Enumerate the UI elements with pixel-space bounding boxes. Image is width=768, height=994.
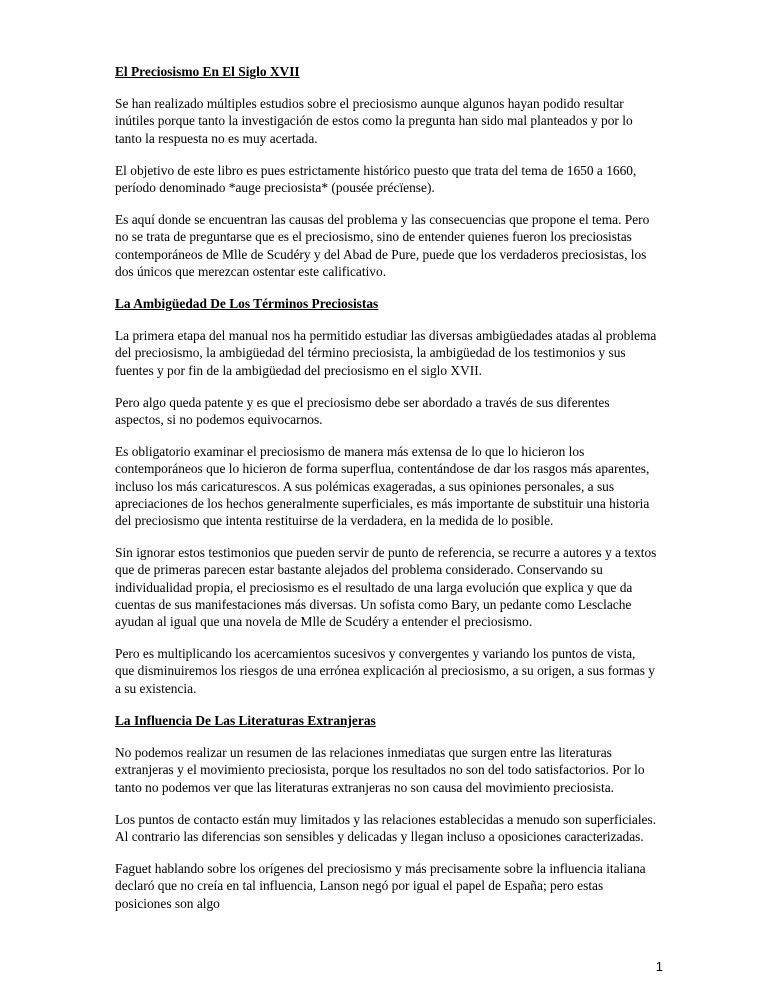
paragraph: Es aquí donde se encuentran las causas del problema y las consecuencias que propone el tema. Pero no se trata de preguntarse que es el preciosismo, sino de entender quienes fueron los preciosistas contemporáneos de Mlle de Scudéry y del Abad de Pure, puede que los verdaderos preciosistas, los dos únicos que merezcan ostentar este calificativo.	[115, 212, 650, 279]
paragraph: La primera etapa del manual nos ha permitido estudiar las diversas ambigüedades atadas al problema del preciosismo, la ambigüedad del término preciosista, la ambigüedad de los testimonios y sus fuentes y por fin de la ambigüedad del preciosismo en el siglo XVII.	[115, 328, 657, 378]
document-body	[115, 63, 657, 927]
section-heading: El Preciosismo En El Siglo XVII	[115, 64, 300, 79]
section-heading: La Ambigüedad De Los Términos Preciosistas	[115, 296, 379, 312]
section-heading: La Influencia De Las Literaturas Extranjeras	[115, 712, 376, 728]
paragraph: Los puntos de contacto están muy limitados y las relaciones establecidas a menudo son superficiales. Al contrario las diferencias son sensibles y delicadas y llegan incluso a oposiciones caracterizadas.	[115, 811, 657, 844]
paragraph: Sin ignorar estos testimonios que pueden servir de punto de referencia, se recurre a autores y a textos que de primeras parecen estar bastante alejados del problema considerado. Conservando su individualidad propia, el preciosismo es el resultado de una larga evolución que explica y que da cuentas de sus manifestaciones más diversas. Un sofista como Bary, un pedante como Lesclache ayudan al igual que una novela de Mlle de Scudéry a entender el preciosismo.	[115, 545, 657, 630]
paragraph: Pero es multiplicando los acercamientos sucesivos y convergentes y variando los puntos de vista, que disminuiremos los riesgos de una errónea explicación al preciosismo, a su origen, a sus formas y a su existencia.	[115, 646, 655, 696]
paragraph: El objetivo de este libro es pues estrictamente histórico puesto que trata del tema de 1650 a 1660, período denominado *auge preciosista* (pousée précïense).	[115, 162, 637, 196]
paragraph: Se han realizado múltiples estudios sobre el preciosismo aunque algunos hayan podido resultar inútiles porque tanto la investigación de estos como la pregunta han sido mal planteados y por lo tanto la respuesta no es muy acertada.	[115, 96, 633, 146]
paragraph: Faguet hablando sobre los orígenes del preciosismo y más precisamente sobre la influencia italiana declaró que no creía en tal influencia, Lanson negó por igual el papel de España; pero estas posiciones son algo	[115, 861, 646, 911]
paragraph: No podemos realizar un resumen de las relaciones inmediatas que surgen entre las literaturas extranjeras y el movimiento preciosista, porque los resultados no son del todo satisfactorios. Por lo tanto no podemos ver que las literaturas extranjeras no son causa del movimiento preciosista.	[115, 745, 645, 795]
paragraph: Es obligatorio examinar el preciosismo de manera más extensa de lo que lo hicieron los contemporáneos que lo hicieron de forma superflua, contentándose de dar los rasgos más aparentes, incluso los más caricaturescos. A sus polémicas exageradas, a sus opiniones personales, a sus apreciaciones de los hechos generalmente superficiales, es más importante de substituir una historia del preciosismo que intenta restituirse de la verdadera, en la medida de lo posible.	[115, 444, 650, 529]
paragraph: Pero algo queda patente y es que el preciosismo debe ser abordado a través de sus diferentes aspectos, si no podemos equivocarnos.	[115, 394, 610, 428]
page-number: 1	[655, 959, 663, 974]
